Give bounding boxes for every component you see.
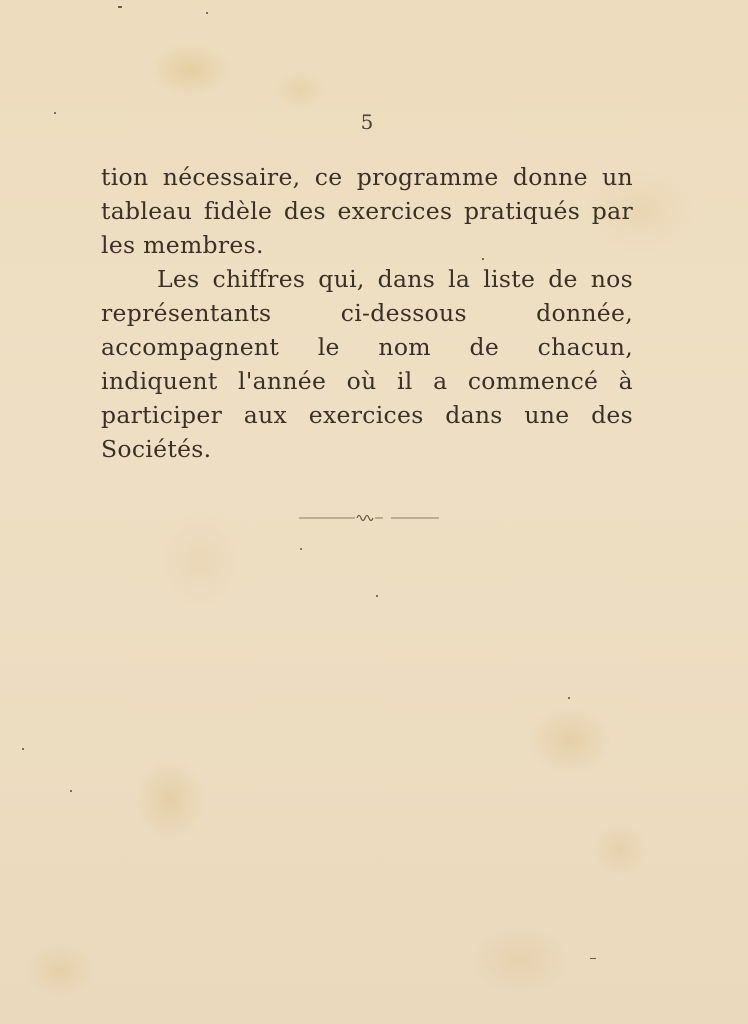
paper-speck <box>482 258 484 260</box>
paper-speck <box>206 12 208 14</box>
paper-speck <box>590 958 596 959</box>
paper-speck <box>118 6 122 8</box>
paper-speck <box>70 790 72 792</box>
paper-speck <box>22 748 24 750</box>
paragraph-1: tion nécessaire, ce programme donne un tableau fidèle des exercices pratiqués par les membres. <box>101 163 633 259</box>
paper-speck <box>376 595 378 597</box>
paragraph-2: Les chiffres qui, dans la liste de nos représentants ci-dessous donnée, accompagnent le nom de chacun, indiquent l'année où il a commencé à participer aux exercices dans une des Sociétés. <box>101 265 633 463</box>
body-text <box>101 160 633 466</box>
paper-speck <box>300 548 302 550</box>
paper-speck <box>54 112 56 114</box>
ornament-rule-icon <box>295 509 443 525</box>
page-number: 5 <box>360 110 374 134</box>
paper-speck <box>568 697 570 699</box>
